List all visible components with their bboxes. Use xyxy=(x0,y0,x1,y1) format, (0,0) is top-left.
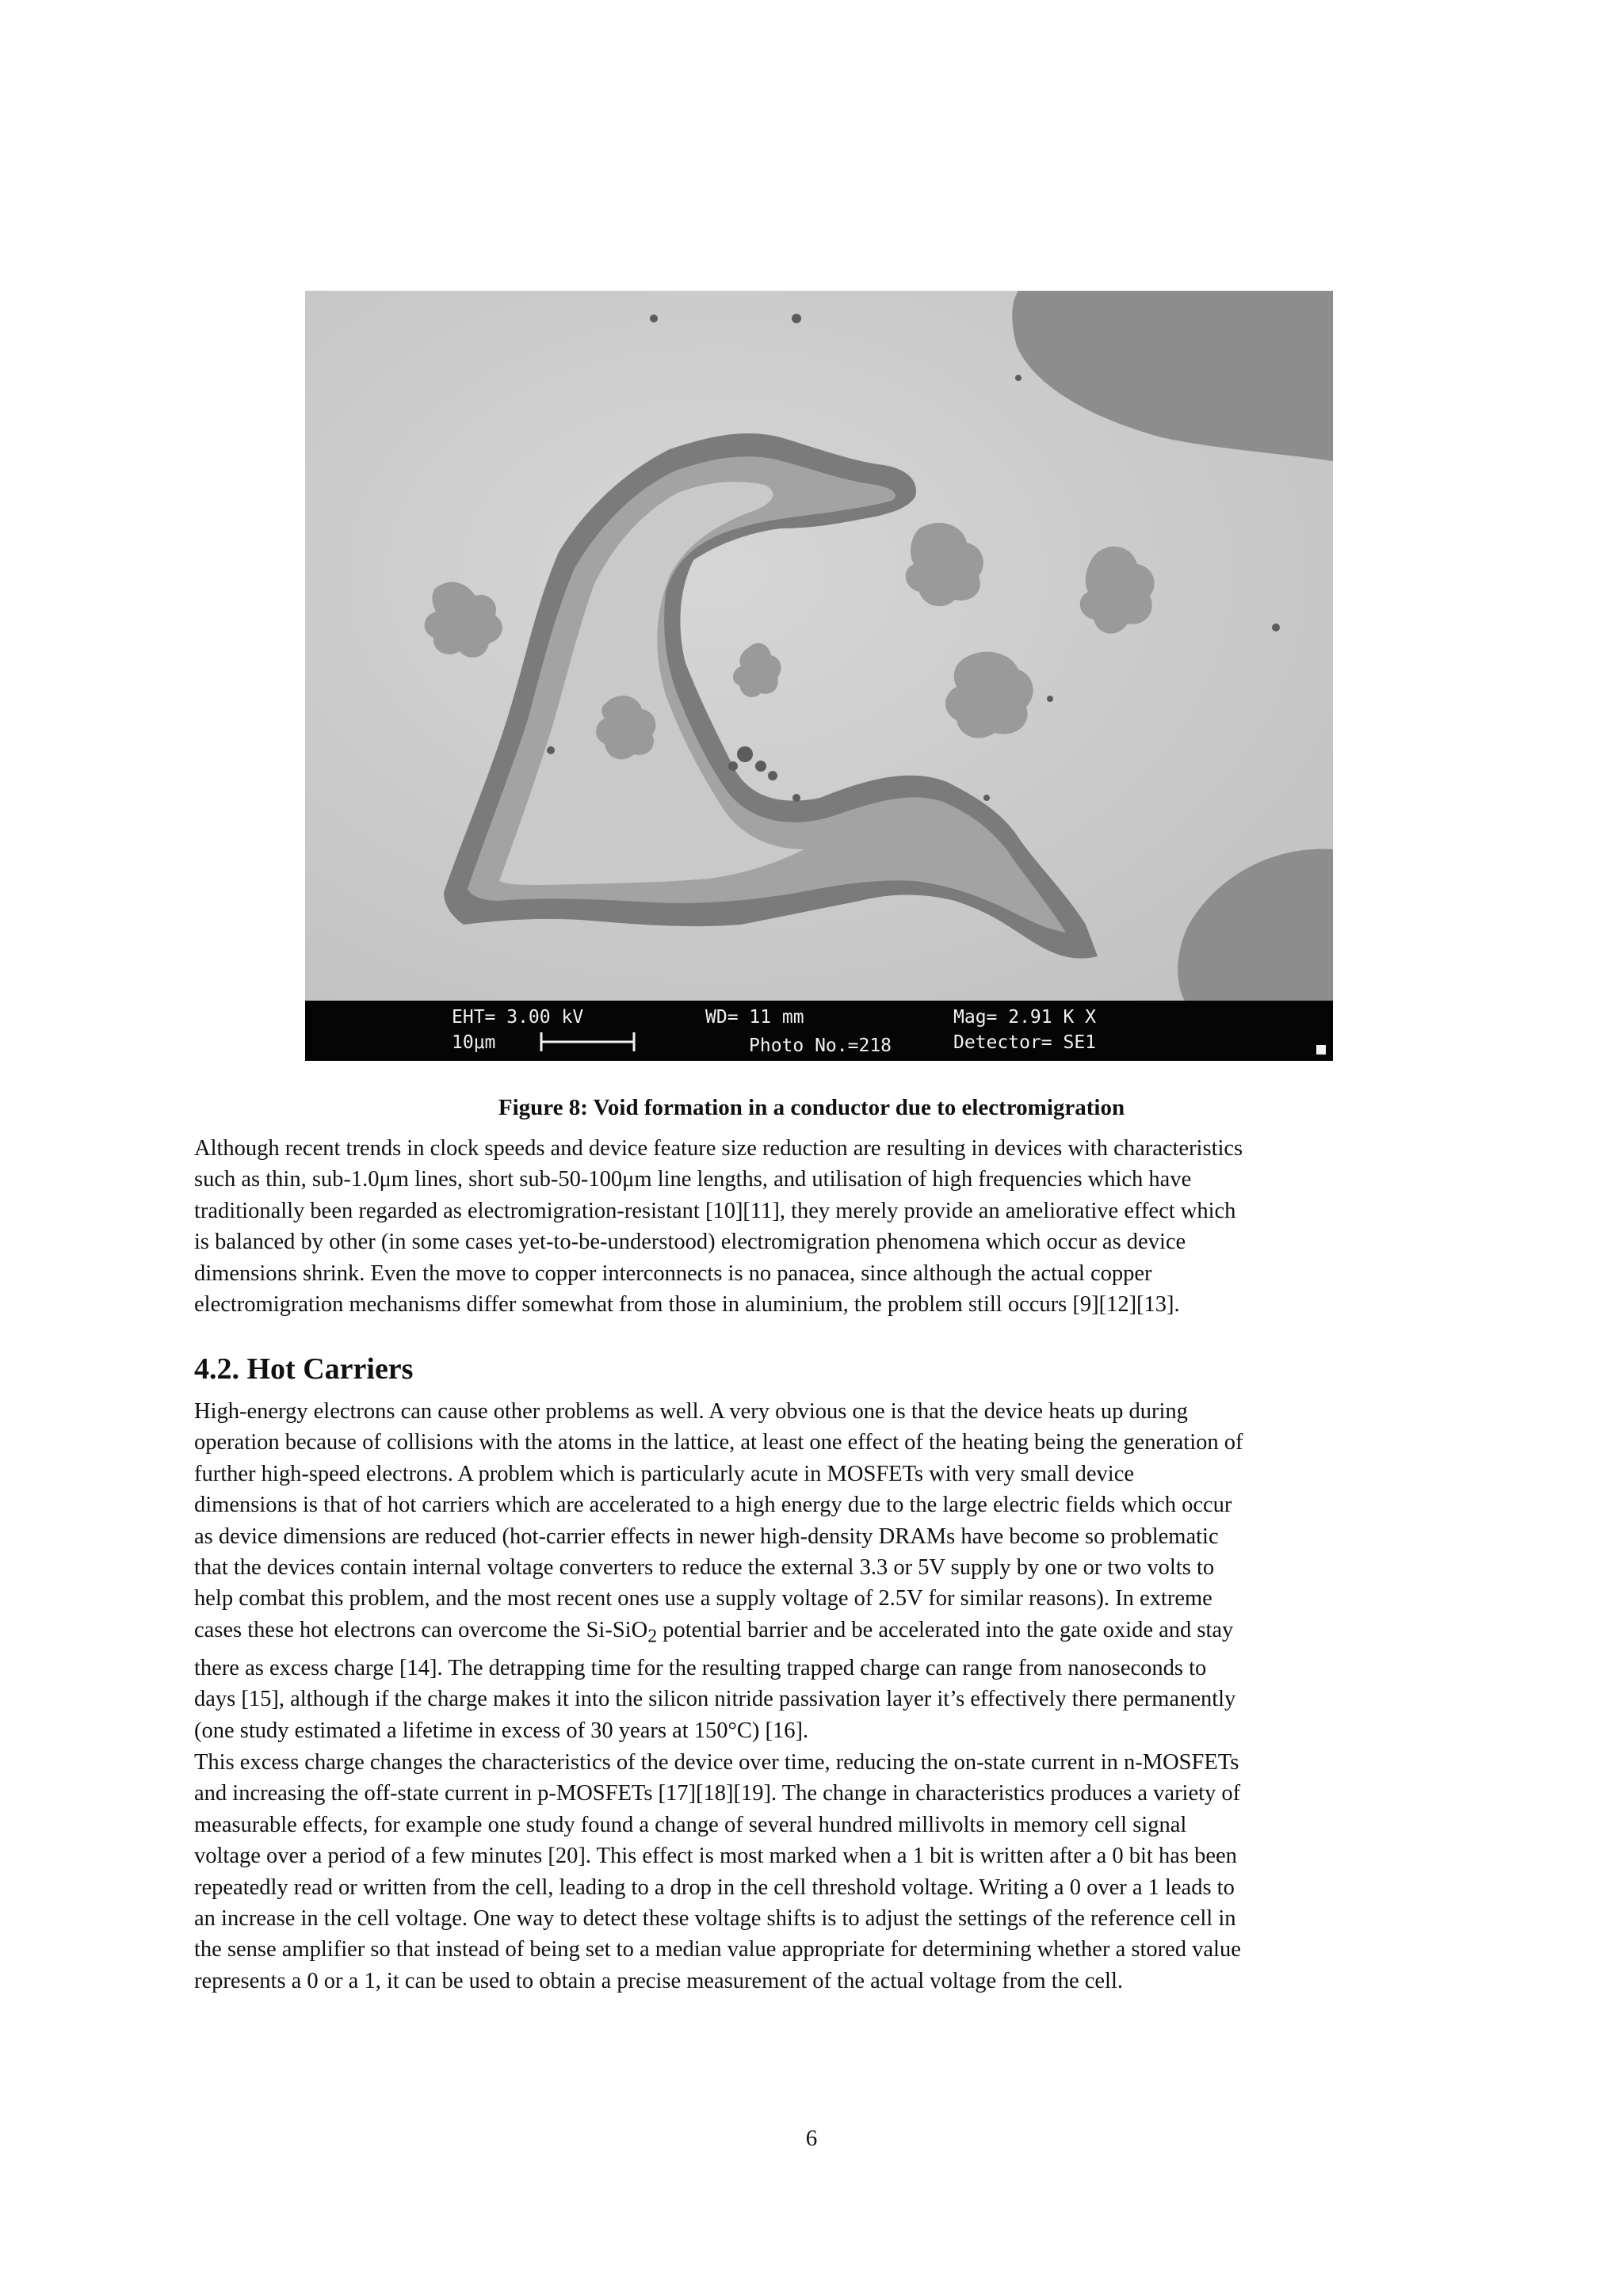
text-line: operation because of collisions with the atoms in the lattice, at least one effect of the heating being the generation of xyxy=(194,1430,1243,1455)
sem-wd-label: WD= 11 mm xyxy=(705,1007,804,1028)
text-line: such as thin, sub-1.0μm lines, short sub-50-100μm line lengths, and utilisation of high frequencies which have xyxy=(194,1167,1192,1192)
sem-scale-label: 10μm xyxy=(452,1032,496,1053)
text-line: dimensions shrink. Even the move to copper interconnects is no panacea, since although the actual copper xyxy=(194,1261,1152,1286)
sem-eht-label: EHT= 3.00 kV xyxy=(452,1007,584,1028)
text-line: is balanced by other (in some cases yet-to-be-understood) electromigration phenomena which occur as device xyxy=(194,1230,1186,1255)
sem-photo-label: Photo No.=218 xyxy=(749,1035,892,1056)
text-line: (one study estimated a lifetime in excess of 30 years at 150°C) [16]. xyxy=(194,1718,809,1743)
paragraph-hot-carriers xyxy=(194,1396,1446,1746)
sem-mag-label: Mag= 2.91 K X xyxy=(953,1007,1097,1028)
figure-caption: Figure 8: Void formation in a conductor due to electromigration xyxy=(498,1095,1125,1120)
text-line: This excess charge changes the characteristics of the device over time, reducing the on-state current in n-MOSFETs xyxy=(194,1750,1239,1775)
text-line: as device dimensions are reduced (hot-carrier effects in newer high-density DRAMs have become so problematic xyxy=(194,1524,1219,1549)
text-line: and increasing the off-state current in p-MOSFETs [17][18][19]. The change in characteristics produces a variety of xyxy=(194,1781,1241,1806)
text-line: there as excess charge [14]. The detrapping time for the resulting trapped charge can range from nanoseconds to xyxy=(194,1655,1207,1680)
sem-detector-label: Detector= SE1 xyxy=(953,1032,1097,1053)
text-fragment: cases these hot electrons can overcome the Si-SiO xyxy=(194,1617,648,1642)
sem-micrograph xyxy=(305,291,1333,1061)
text-line: traditionally been regarded as electromigration-resistant [10][11], they merely provide an ameliorative effect which xyxy=(194,1198,1236,1223)
section-heading: 4.2. Hot Carriers xyxy=(194,1352,414,1386)
text-line: represents a 0 or a 1, it can be used to obtain a precise measurement of the actual voltage from the cell. xyxy=(194,1968,1123,1993)
text-line: voltage over a period of a few minutes [20]. This effect is most marked when a 1 bit is written after a 0 bit has been xyxy=(194,1844,1237,1869)
sem-marker xyxy=(1316,1045,1326,1055)
text-line: an increase in the cell voltage. One way to detect these voltage shifts is to adjust the settings of the reference cell in xyxy=(194,1906,1236,1932)
paragraph-excess-charge xyxy=(194,1747,1446,1997)
text-line: the sense amplifier so that instead of being set to a median value appropriate for determining whether a stored value xyxy=(194,1937,1241,1962)
text-line: dimensions is that of hot carriers which are accelerated to a high energy due to the large electric fields which occur xyxy=(194,1493,1232,1518)
text-line: measurable effects, for example one study found a change of several hundred millivolts in memory cell signal xyxy=(194,1812,1187,1837)
text-line: days [15], although if the charge makes it into the silicon nitride passivation layer it’s effectively there permanently xyxy=(194,1687,1236,1712)
text-line: further high-speed electrons. A problem which is particularly acute in MOSFETs with very small device xyxy=(194,1461,1135,1486)
text-fragment: potential barrier and be accelerated into the gate oxide and stay xyxy=(657,1617,1234,1642)
text-line-subscript xyxy=(194,1615,1446,1653)
subscript-two: 2 xyxy=(647,1626,658,1647)
paragraph-electromigration xyxy=(194,1133,1446,1320)
text-line: help combat this problem, and the most recent ones use a supply voltage of 2.5V for similar reasons). In extreme xyxy=(194,1586,1212,1611)
text-line: repeatedly read or written from the cell, leading to a drop in the cell threshold voltage. Writing a 0 over a 1 leads to xyxy=(194,1875,1235,1900)
text-line: electromigration mechanisms differ somewhat from those in aluminium, the problem still occurs [9][12][13]. xyxy=(194,1292,1180,1318)
text-line: High-energy electrons can cause other problems as well. A very obvious one is that the device heats up during xyxy=(194,1399,1188,1424)
text-line: Although recent trends in clock speeds and device feature size reduction are resulting in devices with characteristics xyxy=(194,1136,1243,1161)
text-line: that the devices contain internal voltage converters to reduce the external 3.3 or 5V supply by one or two volts to xyxy=(194,1555,1215,1581)
sem-image xyxy=(305,291,1333,1061)
page-number: 6 xyxy=(805,2126,818,2151)
